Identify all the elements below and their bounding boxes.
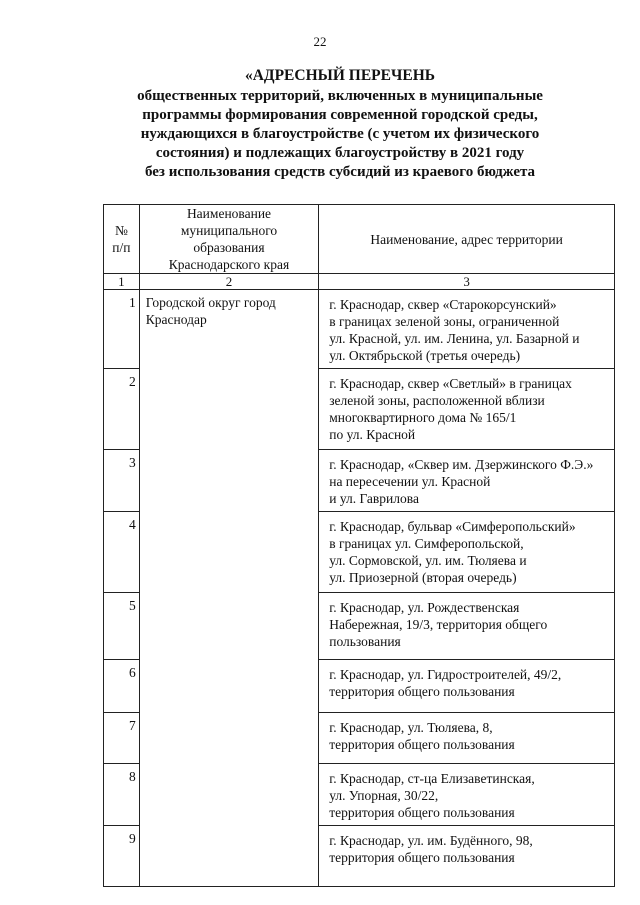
header-municipality: Наименование муниципального образования Краснодарского края [139,205,318,274]
column-number: 3 [319,274,615,290]
address-cell: г. Краснодар, бульвар «Симферопольский» в границах ул. Симферопольской, ул. Сормовской, ул. им. Тюляева и ул. Приозерной (вторая очередь) [319,512,615,593]
row-number: 1 [104,290,140,369]
row-number: 6 [104,660,140,713]
title-line-3: программы формирования современной городской среды, [142,107,538,123]
title-line-6: без использования средств субсидий из краевого бюджета [144,164,536,180]
address-cell: г. Краснодар, сквер «Светлый» в границах зеленой зоны, расположенной вблизи многоквартирного дома № 165/1 по ул. Красной [319,369,615,450]
row-number: 2 [104,369,140,450]
page-number: 22 [313,34,327,49]
address-cell: г. Краснодар, «Сквер им. Дзержинского Ф.Э.» на пересечении ул. Красной и ул. Гаврилова [319,450,615,512]
header-number: № п/п [104,205,140,274]
column-number: 1 [104,274,140,290]
column-number-row [104,274,615,290]
header-address: Наименование, адрес территории [319,205,615,274]
document-title [60,66,620,182]
row-number: 4 [104,512,140,593]
address-cell: г. Краснодар, ул. Гидростроителей, 49/2, территория общего пользования [319,660,615,713]
title-line-4: нуждающихся в благоустройстве (с учетом их физического [140,126,540,142]
address-cell: г. Краснодар, ул. Рождественская Набережная, 19/3, территория общего пользования [319,593,615,660]
table-header-row [104,205,615,274]
row-number: 7 [104,713,140,764]
title-line-1: «АДРЕСНЫЙ ПЕРЕЧЕНЬ [244,67,436,84]
row-number: 3 [104,450,140,512]
row-number: 8 [104,764,140,826]
address-cell: г. Краснодар, ул. Тюляева, 8, территория общего пользования [319,713,615,764]
address-cell: г. Краснодар, ул. им. Будённого, 98, территория общего пользования [319,826,615,887]
address-table [103,204,615,887]
row-number: 9 [104,826,140,887]
title-line-5: состояния) и подлежащих благоустройству в 2021 году [155,145,525,161]
column-number: 2 [139,274,318,290]
address-cell: г. Краснодар, ст-ца Елизаветинская, ул. Упорная, 30/22, территория общего пользования [319,764,615,826]
title-line-2: общественных территорий, включенных в муниципальные [137,88,543,104]
table-row [104,290,615,369]
municipality-cell: Городской округ город Краснодар [139,290,318,887]
row-number: 5 [104,593,140,660]
address-cell: г. Краснодар, сквер «Старокорсунский» в границах зеленой зоны, ограниченной ул. Красной, ул. им. Ленина, ул. Базарной и ул. Октябрьской (третья очередь) [319,290,615,369]
